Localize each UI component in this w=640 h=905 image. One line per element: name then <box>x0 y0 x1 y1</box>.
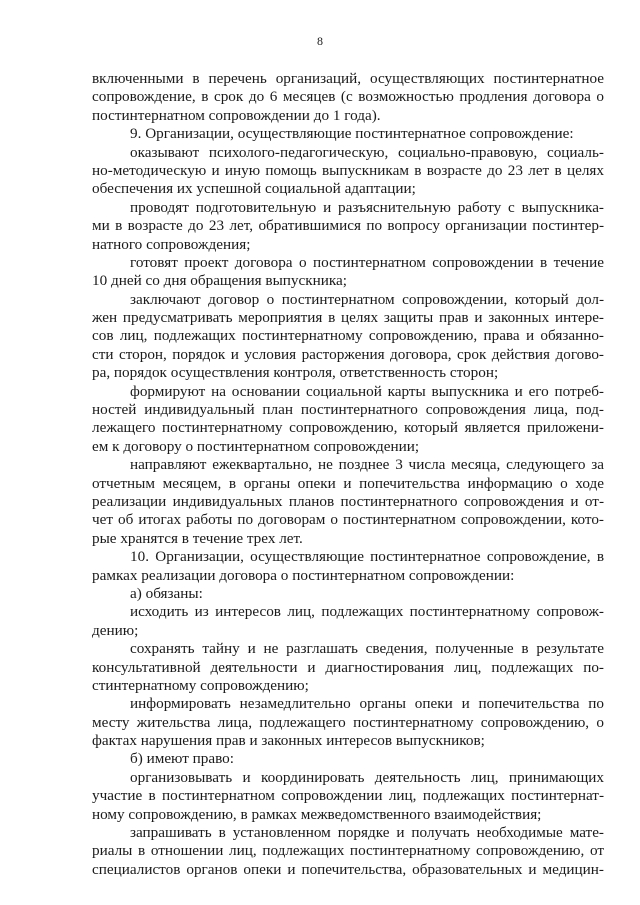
text-line: ному сопровождению, в рамках межведомственного взаимодействия; <box>92 805 542 823</box>
text-line: сов лиц, подлежащих постинтернатному сопровождению, права и обязанно- <box>92 327 604 345</box>
text-line: 9. Организации, осуществляющие постинтернатное сопровождение: <box>130 125 574 143</box>
text-line: дению; <box>92 621 139 639</box>
text-line: 10. Организации, осуществляющие постинтернатное сопровождение, в <box>130 548 604 566</box>
text-line: 10 дней со дня обращения выпускника; <box>92 272 347 290</box>
text-line: ем к договору о постинтернатном сопровождении; <box>92 437 420 455</box>
text-line: исходить из интересов лиц, подлежащих постинтернатному сопровож- <box>130 603 604 621</box>
text-line: специалистов органов опеки и попечительства, образовательных и медицин- <box>92 860 604 878</box>
document-body <box>92 70 604 879</box>
text-line: организовывать и координировать деятельность лиц, принимающих <box>130 768 604 786</box>
text-line: сти сторон, порядок и условия расторжения договора, срок действия догово- <box>92 345 604 363</box>
text-line: оказывают психолого-педагогическую, социально-правовую, социаль- <box>130 143 604 161</box>
text-line: рамках реализации договора о постинтернатном сопровождении: <box>92 566 515 584</box>
text-line: обеспечения их успешной социальной адаптации; <box>92 180 416 198</box>
text-line: ми в возрасте до 23 лет, обратившимися по вопросу организации постинтер- <box>92 217 604 235</box>
text-line: но-методическую и иную помощь выпускникам в возрасте до 23 лет в целях <box>92 161 604 179</box>
text-line: постинтернатном сопровождении до 1 года). <box>92 106 381 124</box>
text-line: фактах нарушения прав и законных интересов выпускников; <box>92 732 485 750</box>
text-line: ностей индивидуальный план постинтернатного сопровождения лица, под- <box>92 401 604 419</box>
text-line: реализации индивидуальных планов постинтернатного сопровождения и от- <box>92 492 604 510</box>
text-line: сохранять тайну и не разглашать сведения, полученные в результате <box>130 640 604 658</box>
text-line: риалы в отношении лиц, подлежащих постинтернатному сопровождению, от <box>92 842 604 860</box>
text-line: информировать незамедлительно органы опеки и попечительства по <box>130 695 604 713</box>
text-line: готовят проект договора о постинтернатном сопровождении в течение <box>130 253 604 271</box>
text-line: ра, порядок осуществления контроля, ответственность сторон; <box>92 364 499 382</box>
text-line: а) обязаны: <box>130 584 203 602</box>
text-line: чет об итогах работы по договорам о постинтернатном сопровождении, кото- <box>92 511 604 529</box>
text-line: проводят подготовительную и разъяснительную работу с выпускника- <box>130 198 604 216</box>
text-line: сопровождение, в срок до 6 месяцев (с возможностью продления договора о <box>92 88 604 106</box>
page-number: 8 <box>317 34 323 48</box>
text-line: натного сопровождения; <box>92 235 251 253</box>
text-line: месту жительства лица, подлежащего постинтернатному сопровождению, о <box>92 713 604 731</box>
text-line: направляют ежеквартально, не позднее 3 числа месяца, следующего за <box>130 456 604 474</box>
text-line: запрашивать в установленном порядке и получать необходимые мате- <box>130 824 604 842</box>
text-line: стинтернатному сопровождению; <box>92 676 309 694</box>
text-line: жен предусматривать мероприятия в целях защиты прав и законных интере- <box>92 309 604 327</box>
text-line: рые хранятся в течение трех лет. <box>92 529 303 547</box>
text-line: отчетным месяцем, в органы опеки и попечительства информацию о ходе <box>92 474 604 492</box>
text-line: формируют на основании социальной карты выпускника и его потреб- <box>130 382 604 400</box>
text-line: заключают договор о постинтернатном сопровождении, который дол- <box>130 290 604 308</box>
text-line: консультативной деятельности и диагностирования лиц, подлежащих по- <box>92 658 604 676</box>
text-line: лежащего постинтернатному сопровождению, который является приложени- <box>92 419 604 437</box>
text-line: б) имеют право: <box>130 750 234 768</box>
text-line: включенными в перечень организаций, осуществляющих постинтернатное <box>92 70 604 87</box>
text-line: участие в постинтернатном сопровождении лиц, подлежащих постинтернат- <box>92 787 604 805</box>
